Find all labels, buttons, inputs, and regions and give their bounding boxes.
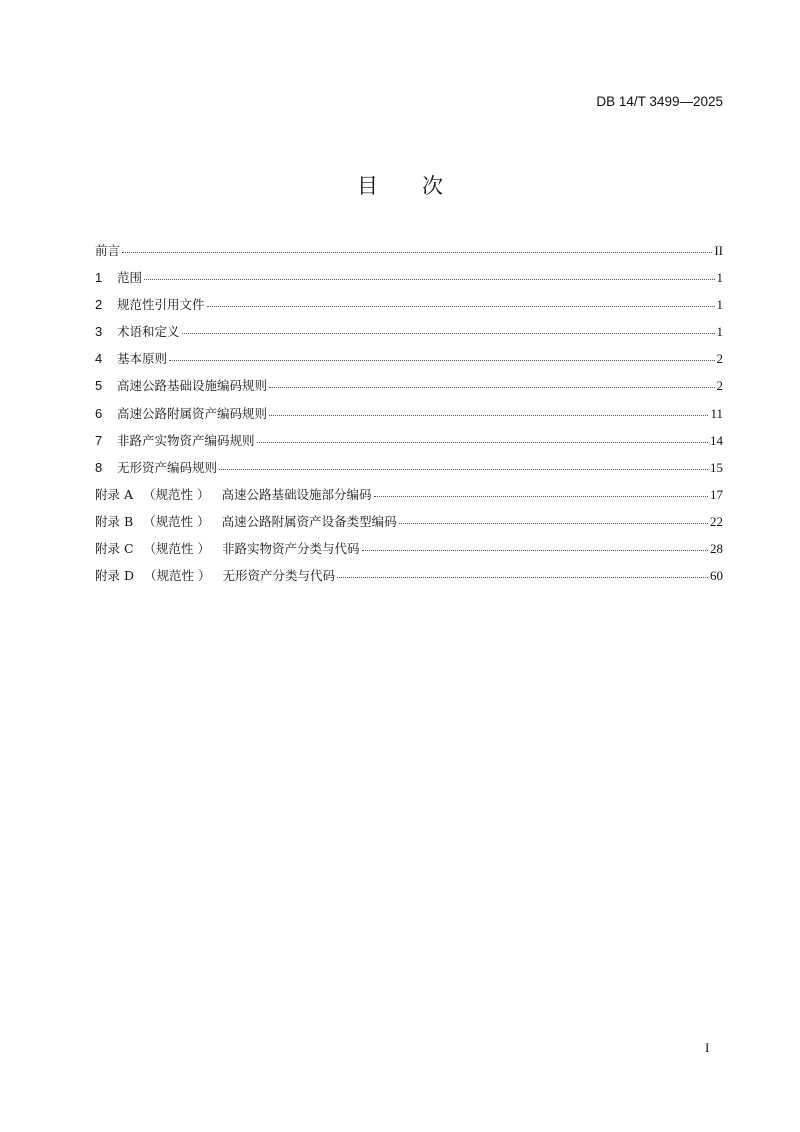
toc-entry-page: 1 bbox=[716, 297, 723, 313]
appendix-prefix: 附录 D bbox=[95, 568, 134, 584]
toc-entry-label: 规范性引用文件 bbox=[117, 297, 205, 313]
dot-leader bbox=[169, 360, 714, 361]
dot-leader bbox=[207, 306, 715, 307]
appendix-type: （规范性 ） bbox=[144, 568, 211, 584]
title-char-1: 目 bbox=[357, 174, 378, 198]
toc-entry[interactable] bbox=[95, 459, 723, 486]
toc-entry-page: 1 bbox=[716, 270, 723, 286]
toc-appendix-entry[interactable] bbox=[95, 513, 723, 540]
appendix-page: 28 bbox=[710, 541, 723, 557]
toc-entry[interactable] bbox=[95, 269, 723, 296]
toc-entry-number: 4 bbox=[95, 351, 103, 367]
toc-entry-label: 范围 bbox=[117, 270, 143, 286]
appendix-label: 高速公路附属资产设备类型编码 bbox=[221, 513, 397, 529]
appendix-type: （规范性 ） bbox=[143, 541, 211, 557]
toc-entry-label: 非路产实物资产编码规则 bbox=[117, 432, 255, 448]
toc-entry-label: 基本原则 bbox=[117, 351, 168, 367]
toc-entry-number: 5 bbox=[95, 378, 103, 394]
toc-entry-number: 8 bbox=[95, 459, 103, 475]
appendix-type: （规范性 ） bbox=[143, 486, 210, 502]
toc-entry[interactable] bbox=[95, 350, 723, 377]
dot-leader bbox=[122, 252, 712, 253]
appendix-prefix: 附录 C bbox=[95, 541, 134, 557]
dot-leader bbox=[144, 279, 714, 280]
toc-entry[interactable] bbox=[95, 377, 723, 404]
toc-entry-number: 3 bbox=[95, 324, 103, 340]
appendix-type: （规范性 ） bbox=[143, 513, 210, 529]
table-of-contents bbox=[95, 242, 723, 594]
toc-entry-foreword[interactable] bbox=[95, 242, 723, 269]
toc-entry-page: 15 bbox=[710, 459, 723, 475]
page-title bbox=[0, 170, 800, 200]
toc-entry-page: 2 bbox=[716, 378, 723, 394]
dot-leader bbox=[399, 523, 708, 524]
dot-leader bbox=[337, 577, 708, 578]
toc-entry[interactable] bbox=[95, 432, 723, 459]
appendix-prefix: 附录 B bbox=[95, 513, 134, 529]
toc-entry-page: 14 bbox=[710, 432, 723, 448]
appendix-label: 高速公路基础设施部分编码 bbox=[221, 486, 372, 502]
toc-entry-page: 2 bbox=[716, 351, 723, 367]
toc-entry-page: 11 bbox=[710, 405, 723, 421]
dot-leader bbox=[219, 469, 708, 470]
toc-appendix-entry[interactable] bbox=[95, 486, 723, 513]
appendix-prefix: 附录 A bbox=[95, 486, 134, 502]
toc-entry-number: 2 bbox=[95, 297, 103, 313]
toc-entry[interactable] bbox=[95, 405, 723, 432]
appendix-page: 60 bbox=[710, 568, 723, 584]
toc-entry-label: 前言 bbox=[95, 243, 121, 258]
dot-leader bbox=[269, 387, 714, 388]
dot-leader bbox=[362, 550, 708, 551]
dot-leader bbox=[374, 496, 708, 497]
toc-entry[interactable] bbox=[95, 323, 723, 350]
toc-entry-label: 高速公路附属资产编码规则 bbox=[117, 405, 268, 421]
toc-entry-page: II bbox=[714, 243, 723, 258]
toc-entry-label: 高速公路基础设施编码规则 bbox=[117, 378, 268, 394]
toc-entry[interactable] bbox=[95, 296, 723, 323]
toc-appendix-entry[interactable] bbox=[95, 567, 723, 594]
toc-entry-label: 术语和定义 bbox=[117, 324, 180, 340]
toc-entry-label: 无形资产编码规则 bbox=[117, 459, 218, 475]
standard-code: DB 14/T 3499—2025 bbox=[596, 94, 723, 109]
toc-entry-number: 7 bbox=[95, 432, 103, 448]
toc-entry-number: 6 bbox=[95, 405, 103, 421]
toc-appendix-entry[interactable] bbox=[95, 540, 723, 567]
dot-leader bbox=[269, 415, 708, 416]
appendix-page: 17 bbox=[710, 486, 723, 502]
dot-leader bbox=[182, 333, 715, 334]
dot-leader bbox=[257, 442, 708, 443]
appendix-label: 非路实物资产分类与代码 bbox=[222, 541, 360, 557]
toc-entry-number: 1 bbox=[95, 270, 103, 286]
page-number: I bbox=[705, 1040, 710, 1055]
appendix-page: 22 bbox=[710, 513, 723, 529]
title-char-2: 次 bbox=[422, 174, 443, 198]
appendix-label: 无形资产分类与代码 bbox=[222, 568, 335, 584]
toc-entry-page: 1 bbox=[716, 324, 723, 340]
